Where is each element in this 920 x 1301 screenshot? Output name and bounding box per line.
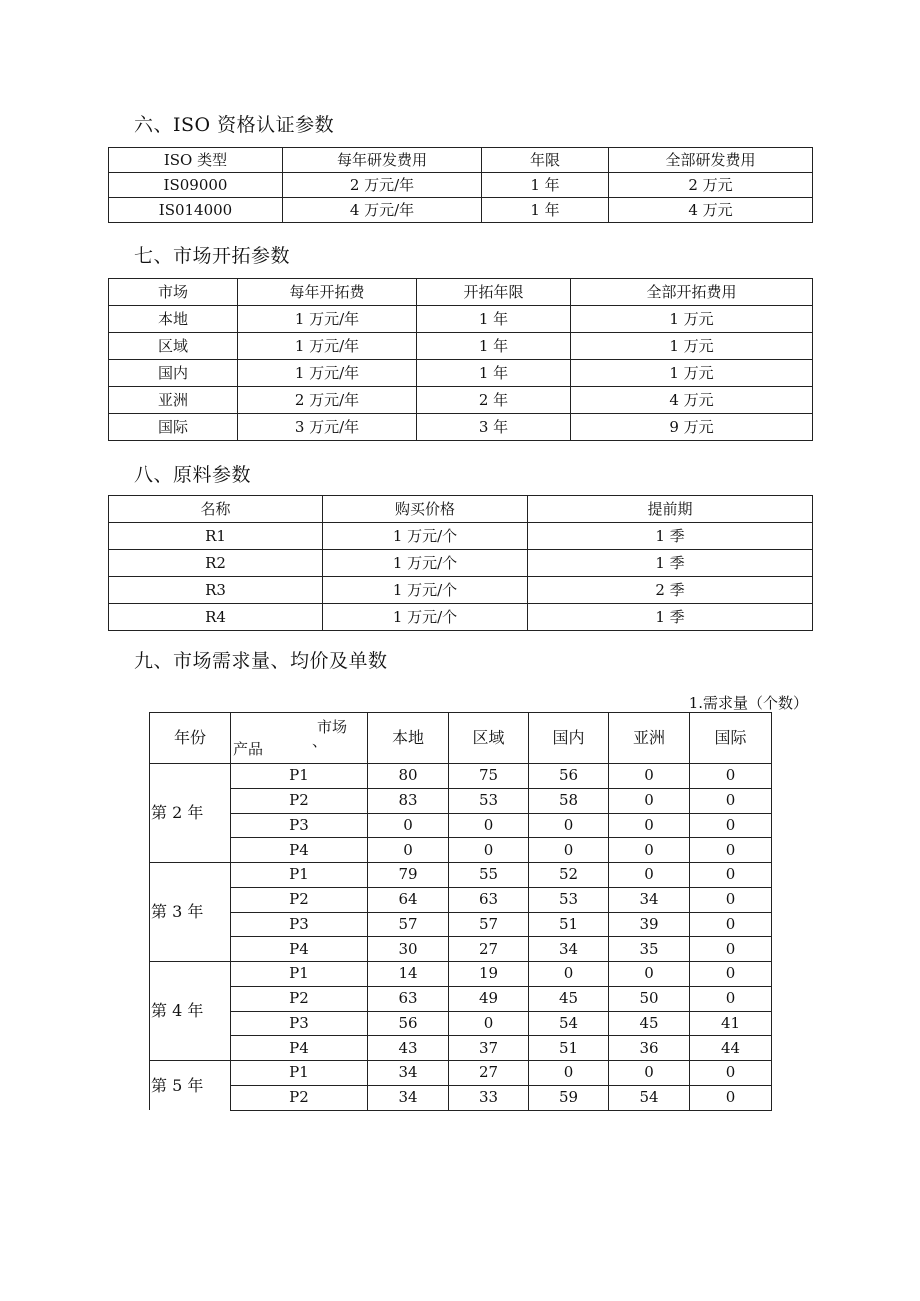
materials-cell: R2 — [109, 550, 323, 577]
materials-cell: R1 — [109, 523, 323, 550]
demand-value-cell: 27 — [449, 1061, 529, 1086]
demand-value-cell: 0 — [690, 838, 772, 863]
demand-value-cell: 0 — [690, 764, 772, 789]
iso-section-title: 六、ISO 资格认证参数 — [134, 114, 335, 136]
materials-row — [109, 604, 813, 631]
market-dev-table — [108, 278, 813, 441]
market-dev-cell: 4 万元 — [571, 387, 813, 414]
demand-value-cell: 0 — [690, 1061, 772, 1086]
demand-value-cell: 53 — [449, 788, 529, 813]
demand-value-cell: 19 — [449, 962, 529, 987]
market-dev-cell: 1 万元 — [571, 306, 813, 333]
product-cell: P1 — [231, 1061, 368, 1086]
market-dev-header-cell: 每年开拓费 — [238, 279, 417, 306]
demand-value-cell: 33 — [449, 1085, 529, 1110]
demand-header-row — [150, 713, 772, 764]
demand-value-cell: 83 — [368, 788, 449, 813]
market-header-cell: 亚洲 — [609, 713, 690, 764]
demand-value-cell: 51 — [529, 912, 609, 937]
demand-value-cell: 80 — [368, 764, 449, 789]
market-dev-cell: 3 万元/年 — [238, 414, 417, 441]
market-header-cell: 国内 — [529, 713, 609, 764]
demand-row — [150, 1061, 772, 1086]
market-dev-cell: 1 年 — [417, 306, 571, 333]
market-dev-row — [109, 306, 813, 333]
demand-value-cell: 79 — [368, 863, 449, 888]
product-cell: P3 — [231, 813, 368, 838]
market-dev-cell: 1 万元/年 — [238, 360, 417, 387]
market-dev-header-cell: 开拓年限 — [417, 279, 571, 306]
market-dev-cell: 1 万元 — [571, 333, 813, 360]
materials-header-row — [109, 496, 813, 523]
market-dev-cell: 国际 — [109, 414, 238, 441]
year-cell: 第 3 年 — [150, 863, 231, 962]
demand-row — [150, 1011, 772, 1036]
demand-value-cell: 57 — [368, 912, 449, 937]
demand-value-cell: 0 — [690, 912, 772, 937]
market-product-header-cell — [231, 713, 368, 764]
market-dev-cell: 国内 — [109, 360, 238, 387]
materials-header-cell: 购买价格 — [323, 496, 528, 523]
demand-row — [150, 912, 772, 937]
demand-value-cell: 27 — [449, 937, 529, 962]
market-header-cell: 国际 — [690, 713, 772, 764]
iso-cell: 2 万元/年 — [283, 173, 482, 198]
demand-value-cell: 34 — [609, 887, 690, 912]
demand-value-cell: 58 — [529, 788, 609, 813]
product-cell: P2 — [231, 788, 368, 813]
product-cell: P4 — [231, 937, 368, 962]
demand-value-cell: 0 — [529, 813, 609, 838]
year-cell: 第 4 年 — [150, 962, 231, 1061]
demand-value-cell: 55 — [449, 863, 529, 888]
materials-cell: R4 — [109, 604, 323, 631]
demand-value-cell: 0 — [449, 1011, 529, 1036]
demand-section-title: 九、市场需求量、均价及单数 — [134, 650, 388, 672]
demand-value-cell: 0 — [609, 838, 690, 863]
product-label: 产品 — [233, 740, 264, 758]
market-header-cell: 区域 — [449, 713, 529, 764]
demand-value-cell: 0 — [690, 788, 772, 813]
market-dev-cell: 2 万元/年 — [238, 387, 417, 414]
header-separator: 、 — [311, 732, 327, 750]
market-dev-header-cell: 市场 — [109, 279, 238, 306]
market-dev-cell: 1 万元/年 — [238, 306, 417, 333]
materials-row — [109, 523, 813, 550]
iso-row — [109, 173, 813, 198]
demand-value-cell: 30 — [368, 937, 449, 962]
market-dev-cell: 1 年 — [417, 360, 571, 387]
demand-value-cell: 0 — [690, 813, 772, 838]
demand-value-cell: 57 — [449, 912, 529, 937]
demand-value-cell: 54 — [609, 1085, 690, 1110]
market-dev-header-row — [109, 279, 813, 306]
demand-value-cell: 0 — [449, 838, 529, 863]
market-dev-cell: 1 万元 — [571, 360, 813, 387]
market-label: 市场 — [316, 718, 347, 736]
demand-value-cell: 45 — [529, 986, 609, 1011]
product-cell: P4 — [231, 1036, 368, 1061]
demand-value-cell: 0 — [529, 962, 609, 987]
product-cell: P2 — [231, 887, 368, 912]
materials-header-cell: 名称 — [109, 496, 323, 523]
demand-value-cell: 43 — [368, 1036, 449, 1061]
demand-value-cell: 0 — [609, 764, 690, 789]
materials-table — [108, 495, 813, 631]
demand-value-cell: 63 — [368, 986, 449, 1011]
product-cell: P2 — [231, 1085, 368, 1110]
demand-value-cell: 34 — [368, 1085, 449, 1110]
iso-header-cell: ISO 类型 — [109, 148, 283, 173]
demand-value-cell: 54 — [529, 1011, 609, 1036]
demand-value-cell: 0 — [529, 1061, 609, 1086]
demand-row — [150, 764, 772, 789]
demand-row — [150, 788, 772, 813]
market-dev-cell: 2 年 — [417, 387, 571, 414]
materials-cell: 1 季 — [528, 523, 813, 550]
market-dev-cell: 区域 — [109, 333, 238, 360]
demand-value-cell: 0 — [609, 863, 690, 888]
demand-value-cell: 14 — [368, 962, 449, 987]
product-cell: P4 — [231, 838, 368, 863]
market-product-diagonal — [231, 713, 367, 763]
demand-value-cell: 50 — [609, 986, 690, 1011]
materials-cell: 2 季 — [528, 577, 813, 604]
demand-value-cell: 0 — [690, 962, 772, 987]
materials-cell: 1 万元/个 — [323, 523, 528, 550]
iso-cell: IS014000 — [109, 198, 283, 223]
demand-value-cell: 49 — [449, 986, 529, 1011]
demand-value-cell: 0 — [609, 1061, 690, 1086]
materials-section-title: 八、原料参数 — [134, 464, 252, 486]
market-dev-cell: 亚洲 — [109, 387, 238, 414]
demand-row — [150, 962, 772, 987]
demand-row — [150, 887, 772, 912]
materials-cell: 1 季 — [528, 604, 813, 631]
materials-row — [109, 550, 813, 577]
materials-cell: 1 万元/个 — [323, 604, 528, 631]
iso-cell: 4 万元/年 — [283, 198, 482, 223]
materials-cell: 1 万元/个 — [323, 577, 528, 604]
demand-value-cell: 0 — [449, 813, 529, 838]
demand-value-cell: 41 — [690, 1011, 772, 1036]
iso-header-cell: 年限 — [482, 148, 609, 173]
market-dev-row — [109, 360, 813, 387]
demand-row — [150, 1036, 772, 1061]
demand-value-cell: 0 — [690, 887, 772, 912]
demand-row — [150, 813, 772, 838]
demand-value-cell: 0 — [368, 838, 449, 863]
product-cell: P3 — [231, 1011, 368, 1036]
demand-value-cell: 52 — [529, 863, 609, 888]
demand-value-cell: 34 — [368, 1061, 449, 1086]
demand-value-cell: 0 — [609, 962, 690, 987]
product-cell: P2 — [231, 986, 368, 1011]
demand-value-cell: 56 — [529, 764, 609, 789]
year-cell: 第 5 年 — [150, 1061, 231, 1111]
demand-table — [149, 712, 772, 1111]
market-dev-cell: 3 年 — [417, 414, 571, 441]
product-cell: P3 — [231, 912, 368, 937]
iso-header-row — [109, 148, 813, 173]
demand-value-cell: 0 — [690, 937, 772, 962]
demand-value-cell: 59 — [529, 1085, 609, 1110]
demand-value-cell: 0 — [609, 788, 690, 813]
demand-value-cell: 39 — [609, 912, 690, 937]
demand-value-cell: 53 — [529, 887, 609, 912]
demand-value-cell: 35 — [609, 937, 690, 962]
iso-cell: 2 万元 — [609, 173, 813, 198]
iso-cell: 4 万元 — [609, 198, 813, 223]
year-cell: 第 2 年 — [150, 764, 231, 863]
market-dev-section-title: 七、市场开拓参数 — [134, 245, 291, 267]
year-header-cell: 年份 — [150, 713, 231, 764]
market-dev-cell: 1 年 — [417, 333, 571, 360]
market-dev-cell: 本地 — [109, 306, 238, 333]
demand-value-cell: 0 — [690, 863, 772, 888]
materials-cell: 1 万元/个 — [323, 550, 528, 577]
demand-value-cell: 51 — [529, 1036, 609, 1061]
demand-value-cell: 0 — [690, 986, 772, 1011]
market-dev-cell: 1 万元/年 — [238, 333, 417, 360]
demand-value-cell: 56 — [368, 1011, 449, 1036]
materials-row — [109, 577, 813, 604]
iso-cell: IS09000 — [109, 173, 283, 198]
iso-cell: 1 年 — [482, 173, 609, 198]
product-cell: P1 — [231, 863, 368, 888]
market-dev-row — [109, 387, 813, 414]
demand-row — [150, 838, 772, 863]
iso-header-cell: 全部研发费用 — [609, 148, 813, 173]
demand-value-cell: 37 — [449, 1036, 529, 1061]
iso-row — [109, 198, 813, 223]
demand-value-cell: 0 — [690, 1085, 772, 1110]
demand-row — [150, 863, 772, 888]
iso-header-cell: 每年研发费用 — [283, 148, 482, 173]
product-cell: P1 — [231, 764, 368, 789]
market-header-cell: 本地 — [368, 713, 449, 764]
demand-caption: 1.需求量（个数） — [688, 694, 808, 712]
demand-value-cell: 36 — [609, 1036, 690, 1061]
demand-value-cell: 0 — [368, 813, 449, 838]
demand-value-cell: 45 — [609, 1011, 690, 1036]
market-dev-row — [109, 414, 813, 441]
materials-cell: R3 — [109, 577, 323, 604]
materials-header-cell: 提前期 — [528, 496, 813, 523]
demand-row — [150, 986, 772, 1011]
materials-cell: 1 季 — [528, 550, 813, 577]
demand-value-cell: 64 — [368, 887, 449, 912]
iso-cell: 1 年 — [482, 198, 609, 223]
market-dev-cell: 9 万元 — [571, 414, 813, 441]
demand-value-cell: 0 — [529, 838, 609, 863]
demand-row — [150, 937, 772, 962]
product-cell: P1 — [231, 962, 368, 987]
demand-row — [150, 1085, 772, 1110]
demand-value-cell: 75 — [449, 764, 529, 789]
market-dev-row — [109, 333, 813, 360]
market-dev-header-cell: 全部开拓费用 — [571, 279, 813, 306]
iso-table — [108, 147, 813, 223]
demand-value-cell: 34 — [529, 937, 609, 962]
demand-value-cell: 44 — [690, 1036, 772, 1061]
demand-value-cell: 63 — [449, 887, 529, 912]
demand-value-cell: 0 — [609, 813, 690, 838]
